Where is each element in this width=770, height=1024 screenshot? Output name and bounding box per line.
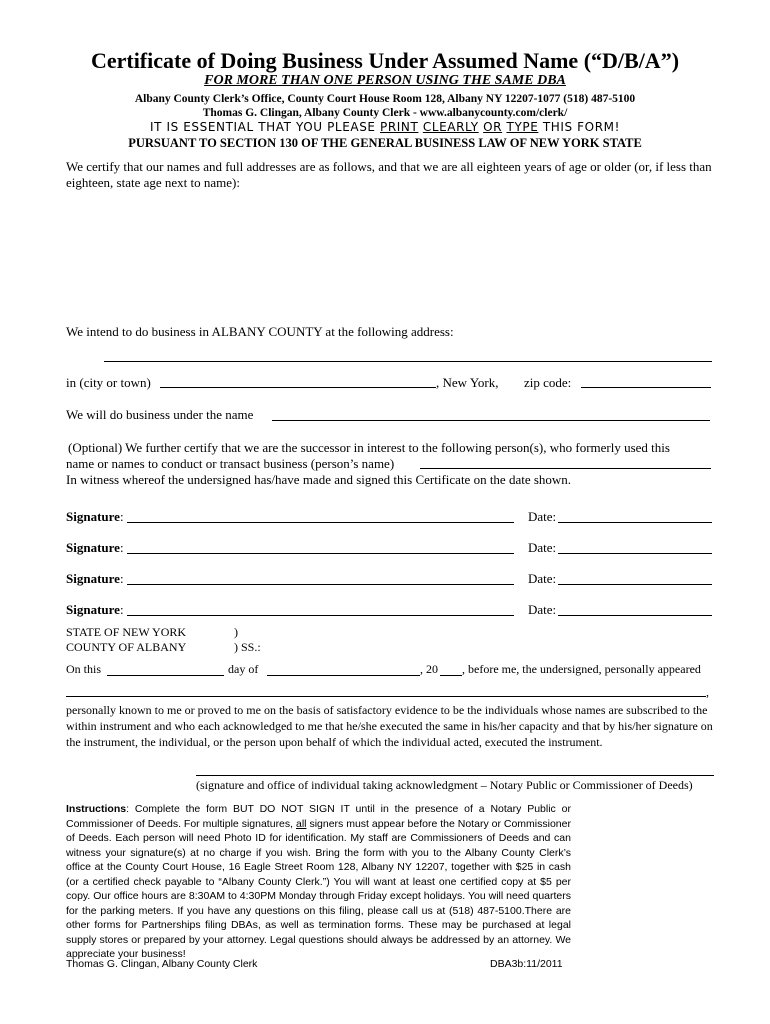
pursuant-line: PURSUANT TO SECTION 130 OF THE GENERAL BUSINESS LAW OF NEW YORK STATE	[128, 136, 642, 150]
intend-statement: We intend to do business in ALBANY COUNTY at the following address:	[66, 324, 454, 339]
signature-label: Signature:	[66, 602, 124, 617]
new-york-label: , New York,	[436, 375, 499, 390]
business-name-label: We will do business under the name	[66, 407, 254, 422]
certify-statement: We certify that our names and full addresses are as follows, and that we are all eighteen years of age or older (or, if less than eighteen, state age next to name):	[66, 159, 712, 190]
signature-field[interactable]	[127, 553, 514, 554]
appeared-names-field[interactable]	[66, 696, 706, 697]
day-of-label: day of	[228, 662, 259, 676]
appeared-comma: ,	[706, 685, 709, 699]
signature-field[interactable]	[127, 615, 514, 616]
notary-signature-caption: (signature and office of individual taking acknowledgment – Notary Public or Commissioner of Deeds)	[196, 778, 693, 792]
essential-notice: IT IS ESSENTIAL THAT YOU PLEASE PRINT CLEARLY OR TYPE THIS FORM!	[149, 120, 620, 134]
predecessor-name-field[interactable]	[420, 468, 711, 469]
signature-field[interactable]	[127, 522, 514, 523]
month-field[interactable]	[267, 675, 420, 676]
date-field[interactable]	[558, 522, 712, 523]
venue-paren: )	[234, 625, 238, 639]
footer-signoff: Thomas G. Clingan, Albany County Clerk	[66, 958, 258, 970]
date-label: Date:	[528, 571, 557, 586]
optional-line-2: name or names to conduct or transact business (person’s name)	[66, 456, 395, 471]
address-field[interactable]	[104, 361, 712, 362]
clerk-line: Thomas G. Clingan, Albany County Clerk - www.albanycounty.com/clerk/	[202, 107, 568, 119]
day-number-field[interactable]	[107, 675, 224, 676]
date-label: Date:	[528, 540, 557, 555]
year-field[interactable]	[440, 675, 462, 676]
names-addresses-area[interactable]	[66, 198, 716, 318]
venue-county: COUNTY OF ALBANY	[66, 640, 187, 654]
signature-label: Signature:	[66, 509, 124, 524]
date-label: Date:	[528, 602, 557, 617]
instructions-block: Instructions: Complete the form BUT DO NOT SIGN IT until in the presence of a Notary Public or Commissioner of Deeds. For multiple signatures, all signers must appear before the Notary or Commissioner of Deeds. Each person will need Photo ID for identification. My staff are Commissioners of Deeds and can witness your signature(s) at no charge if you wish. Bring the form with you to the Albany County Clerk’s office at the County Court House, 16 Eagle Street Room 128, Albany NY 12207, together with $25 in cash (or a certified check payable to “Albany County Clerk.”) You will want at least one certified copy at $5 per copy. Our office hours are 8:30AM to 4:30PM Monday through Friday except holidays. You will need quarters for the parking meters. If you have any questions on this filing, please call us at (518) 487-5100.There are other forms for Partnerships filing DBAs, as well as termination forms. These may be purchased at legal supply stores or prepared by your attorney. Legal questions should always be addressed by an attorney. We appreciate your business!	[66, 803, 571, 960]
signature-label: Signature:	[66, 571, 124, 586]
signature-label: Signature:	[66, 540, 124, 555]
venue-ss: ) SS.:	[234, 640, 261, 654]
date-field[interactable]	[558, 584, 712, 585]
city-field[interactable]	[160, 387, 436, 388]
year-label: , 20	[420, 662, 438, 676]
date-field[interactable]	[558, 553, 712, 554]
date-field[interactable]	[558, 615, 712, 616]
form-subtitle: FOR MORE THAN ONE PERSON USING THE SAME DBA	[204, 73, 566, 88]
form-title: Certificate of Doing Business Under Assumed Name (“D/B/A”)	[90, 48, 680, 73]
optional-line-1: (Optional) We further certify that we are the successor in interest to the following person(s), who formerly used this	[68, 440, 670, 455]
business-name-field[interactable]	[272, 420, 710, 421]
acknowledgment-text: personally known to me or proved to me on the basis of satisfactory evidence to be the individuals whose names are subscribed to the within instrument and who each acknowledged to me that he/she executed the same in his/her capacity and that by his/her signature on the instrument, the individual, or the person upon behalf of which the individual acted, executed the instrument.	[66, 703, 713, 749]
date-label: Date:	[528, 509, 557, 524]
signature-field[interactable]	[127, 584, 514, 585]
before-me-text: , before me, the undersigned, personally appeared	[462, 662, 701, 676]
zip-field[interactable]	[581, 387, 711, 388]
on-this-label: On this	[66, 662, 102, 676]
office-address: Albany County Clerk’s Office, County Court House Room 128, Albany NY 12207-1077 (518) 487-5100	[134, 93, 636, 105]
witness-statement: In witness whereof the undersigned has/have made and signed this Certificate on the date shown.	[66, 472, 572, 487]
city-label: in (city or town)	[66, 375, 151, 390]
zip-label: zip code:	[524, 375, 572, 390]
instructions-label: Instructions	[66, 803, 127, 815]
form-code: DBA3b:11/2011	[490, 958, 563, 970]
notary-signature-field[interactable]	[196, 775, 714, 776]
venue-state: STATE OF NEW YORK	[66, 625, 187, 639]
